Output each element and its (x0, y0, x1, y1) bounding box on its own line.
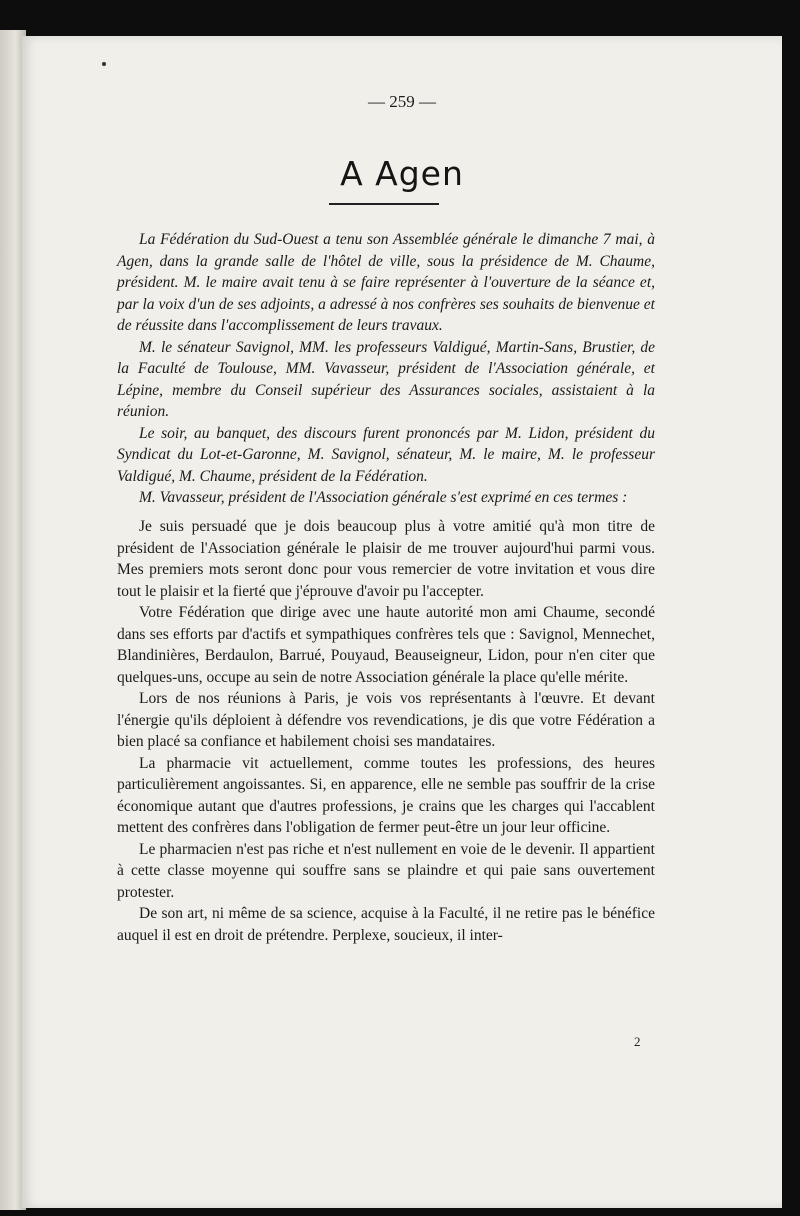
speech-paragraph: La pharmacie vit actuellement, comme toutes les professions, des heures particulièrement angoissantes. Si, en apparence, elle ne semble pas souffrir de la crise économique autant que d'autres professions, je crains que les charges qui l'accablent mettent des confrères dans l'obligation de fermer peut-être un jour leur officine. (117, 754, 655, 836)
page-number: — 259 — (368, 92, 436, 111)
intro-paragraph: M. le sénateur Savignol, MM. les professeurs Valdigué, Martin-Sans, Brustier, de la Faculté de Toulouse, MM. Vavasseur, président de l'Association générale, et Lépine, membre du Conseil supérieur des Assurances sociales, assistaient à la réunion. (117, 338, 655, 420)
speech-paragraph: De son art, ni même de sa science, acquise à la Faculté, il ne retire pas le bénéfice auquel il est en droit de prétendre. Perplexe, soucieux, il inter- (117, 905, 655, 944)
speech-paragraph: Lors de nos réunions à Paris, je vois vos représentants à l'œuvre. Et devant l'énergie qu'ils déploient à défendre vos revendications, je dis que votre Fédération a bien placé sa confiance et habilement choisi ses mandataires. (117, 690, 655, 750)
speech-paragraph: Je suis persuadé que je dois beaucoup plus à votre amitié qu'à mon titre de président de l'Association générale le plaisir de me trouver aujourd'hui parmi vous. Mes premiers mots seront donc pour vous remercier de votre invitation et vous dire tout le plaisir et la fierté que j'éprouve d'avoir pu l'accepter. (117, 518, 655, 600)
intro-paragraph: La Fédération du Sud-Ouest a tenu son Assemblée générale le dimanche 7 mai, à Agen, dans la grande salle de l'hôtel de ville, sous la présidence de M. Chaume, président. M. le maire avait tenu à se faire représenter à l'ouverture de la séance et, par la voix d'un de ses adjoints, a adressé à nos confrères ses souhaits de bienvenue et de réussite dans l'accomplissement de leurs travaux. (117, 231, 655, 334)
printer-signature-mark: 2 (634, 1034, 641, 1049)
speech-paragraph: Votre Fédération que dirige avec une haute autorité mon ami Chaume, secondé dans ses efforts par d'actifs et sympathiques confrères tels que : Savignol, Mennechet, Blandinières, Berdaulon, Barrué, Pouyaud, Beauseigneur, Lidon, pour n'en citer que quelques-uns, occupe au sein de notre Association générale la place qu'elle mérite. (117, 604, 655, 686)
intro-paragraph: Le soir, au banquet, des discours furent prononcés par M. Lidon, président du Syndicat du Lot-et-Garonne, M. Savignol, sénateur, M. le maire, M. le professeur Valdigué, M. Chaume, président de la Fédération. (117, 424, 655, 485)
ink-dot (102, 62, 106, 66)
speech-paragraph: Le pharmacien n'est pas riche et n'est nullement en voie de le devenir. Il appartient à cette classe moyenne qui souffre sans se plaindre et qui paie sans ouvertement protester. (117, 840, 655, 901)
document-page (22, 36, 782, 1208)
article-title: A Agen (340, 154, 464, 193)
speech-text (117, 516, 655, 946)
intro-text (117, 229, 655, 509)
title-underline (329, 203, 439, 205)
intro-paragraph: M. Vavasseur, président de l'Association générale s'est exprimé en ces termes : (139, 489, 628, 506)
